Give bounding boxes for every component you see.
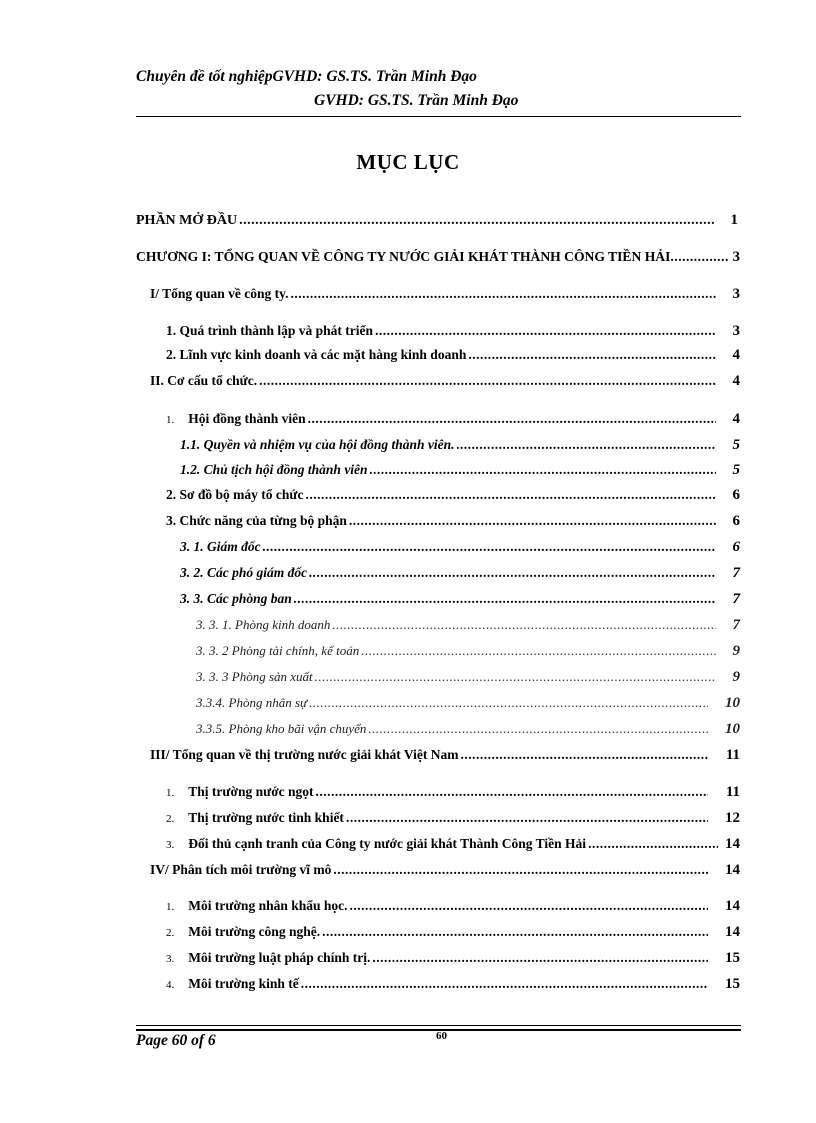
toc-leader: [349, 513, 716, 529]
toc-entry-label: Thị trường nước ngọt: [188, 784, 314, 799]
toc-entry-label: Môi trường kinh tế: [188, 976, 299, 991]
toc-entry-page: 7: [732, 565, 740, 581]
toc-entry-label: 3. 3. 3 Phòng sản xuất: [196, 669, 313, 684]
toc-entry-page: 3: [732, 323, 740, 339]
toc-entry-label: 1.1. Quyền và nhiệm vụ của hội đồng thành viên.: [180, 437, 455, 452]
header-line-2: GVHD: GS.TS. Trần Minh Đạo: [314, 92, 519, 109]
footer-page-label: Page 60 of 6: [136, 1032, 216, 1049]
toc-leader: [316, 784, 708, 800]
footer-page-number: 60: [436, 1030, 447, 1042]
toc-leader: [322, 924, 708, 940]
toc-entry-page: 6: [732, 539, 740, 555]
header-divider: [136, 116, 741, 117]
toc-entry[interactable]: [180, 437, 740, 457]
toc-entry[interactable]: [150, 286, 740, 306]
toc-leader: [368, 721, 708, 737]
toc-entry-label: Đối thủ cạnh tranh của Công ty nước giải khát Thành Công Tiền Hải: [188, 836, 587, 851]
toc-entry-page: 14: [725, 898, 740, 914]
toc-entry[interactable]: [196, 721, 740, 741]
toc-entry-page: 15: [725, 950, 740, 966]
toc-entry-label: PHẦN MỞ ĐẦU: [136, 213, 238, 228]
toc-entry-page: 14: [725, 862, 740, 878]
toc-leader: [460, 747, 708, 763]
toc-entry-page: 10: [725, 695, 740, 711]
toc-entry-label: Môi trường luật pháp chính trị.: [188, 950, 371, 965]
toc-entry-label: Môi trường nhân khẩu học.: [188, 898, 348, 913]
toc-entry-label: 3. 3. 2 Phòng tài chính, kế toán: [196, 643, 360, 658]
toc-leader: [375, 323, 716, 339]
toc-entry-label: I/ Tổng quan về công ty.: [150, 286, 289, 301]
toc-entry[interactable]: [136, 212, 738, 232]
toc-leader: [350, 898, 709, 914]
toc-leader: [670, 249, 728, 265]
toc-entry-number: 1.: [166, 414, 175, 426]
toc-leader: [315, 669, 716, 685]
toc-entry-page: 3: [732, 249, 740, 265]
toc-entry[interactable]: [136, 249, 740, 269]
toc-entry-label: 3. 3. Các phòng ban: [180, 591, 292, 606]
toc-leader: [305, 487, 716, 503]
toc-entry-label: 3. 2. Các phó giám đốc: [180, 565, 308, 580]
toc-entry[interactable]: [150, 373, 740, 393]
toc-entry[interactable]: [166, 784, 740, 804]
toc-entry[interactable]: [180, 462, 740, 482]
footer-divider: [136, 1025, 741, 1026]
toc-entry-page: 5: [732, 437, 740, 453]
toc-leader: [333, 862, 708, 878]
toc-entry-number: 2.: [166, 927, 175, 939]
toc-entry-number: 2.: [166, 813, 175, 825]
toc-entry-number: 3.: [166, 839, 175, 851]
toc-entry[interactable]: [150, 862, 740, 882]
toc-entry-page: 11: [725, 747, 740, 763]
toc-entry[interactable]: [196, 695, 740, 715]
toc-entry-label: 1.2. Chủ tịch hội đồng thành viên: [180, 462, 368, 477]
toc-entry-page: 9: [732, 669, 740, 685]
toc-entry[interactable]: [166, 898, 740, 918]
toc-entry-label: 3.3.5. Phòng kho bãi vận chuyển: [196, 721, 367, 736]
toc-entry[interactable]: [166, 411, 740, 431]
toc-entry-page: 10: [725, 721, 740, 737]
toc-entry-page: 4: [732, 373, 740, 389]
toc-leader: [294, 591, 716, 607]
toc-entry-label: 3. Chức năng của từng bộ phận: [166, 513, 347, 528]
toc-entry[interactable]: [166, 976, 740, 996]
toc-leader: [308, 411, 716, 427]
toc-leader: [370, 462, 716, 478]
toc-entry-page: 1: [730, 212, 738, 228]
toc-entry-label: II. Cơ cấu tổ chức.: [150, 373, 258, 388]
toc-entry-number: 1.: [166, 787, 175, 799]
toc-entry[interactable]: [166, 347, 740, 367]
page-title: MỤC LỤC: [356, 150, 460, 174]
toc-entry-number: 4.: [166, 979, 175, 991]
toc-leader: [588, 836, 718, 852]
toc-leader: [263, 539, 716, 555]
toc-leader: [291, 286, 716, 302]
toc-entry-page: 7: [732, 591, 740, 607]
toc-entry-label: 3. 3. 1. Phòng kinh doanh: [196, 617, 331, 632]
toc-leader: [239, 213, 714, 229]
toc-leader: [259, 373, 716, 389]
toc-entry[interactable]: [180, 565, 740, 585]
toc-entry-page: 11: [725, 784, 740, 800]
toc-entry-label: 2. Sơ đồ bộ máy tổ chức: [166, 487, 304, 502]
toc-entry-number: 3.: [166, 953, 175, 965]
toc-entry-label: III/ Tổng quan về thị trường nước giải khát Việt Nam: [150, 747, 459, 762]
toc-leader: [309, 695, 708, 711]
toc-entry-page: 7: [732, 617, 740, 633]
toc-leader: [468, 347, 716, 363]
toc-entry-label: 2. Lĩnh vực kinh doanh và các mặt hàng kinh doanh: [166, 347, 467, 362]
toc-entry-label: CHƯƠNG I: TỔNG QUAN VỀ CÔNG TY NƯỚC GIẢI KHÁT THÀNH CÔNG TIỀN HẢI: [136, 249, 671, 264]
toc-entry[interactable]: [180, 591, 740, 611]
toc-entry-page: 4: [732, 347, 740, 363]
toc-entry[interactable]: [166, 513, 740, 533]
toc-entry[interactable]: [196, 617, 740, 637]
header-line-1: Chuyên đề tốt nghiệpGVHD: GS.TS. Trần Minh Đạo: [136, 68, 477, 85]
toc-entry-page: 4: [732, 411, 740, 427]
toc-entry-page: 5: [732, 462, 740, 478]
toc-entry[interactable]: [166, 810, 740, 830]
toc-entry-label: Thị trường nước tinh khiết: [188, 810, 344, 825]
toc-entry[interactable]: [166, 924, 740, 944]
toc-entry-label: IV/ Phân tích môi trường vĩ mô: [150, 862, 332, 877]
toc-entry-number: 1.: [166, 901, 175, 913]
toc-entry-page: 14: [725, 924, 740, 940]
toc-leader: [332, 617, 716, 633]
toc-entry-label: 1. Quá trình thành lập và phát triển: [166, 323, 374, 338]
toc-entry-page: 6: [732, 487, 740, 503]
toc-leader: [361, 643, 716, 659]
toc-entry-label: 3. 1. Giám đốc: [180, 539, 261, 554]
toc-leader: [346, 810, 708, 826]
toc-entry[interactable]: [150, 747, 740, 767]
toc-entry[interactable]: [166, 836, 740, 856]
toc-entry-page: 3: [732, 286, 740, 302]
toc-entry-label: Hội đồng thành viên: [188, 411, 306, 426]
toc-entry-page: 15: [725, 976, 740, 992]
toc-entry[interactable]: [166, 950, 740, 970]
toc-leader: [372, 950, 708, 966]
toc-entry-label: Môi trường công nghệ.: [188, 924, 321, 939]
toc-entry-page: 12: [725, 810, 740, 826]
toc-entry[interactable]: [166, 323, 740, 343]
toc-entry-page: 9: [732, 643, 740, 659]
toc-leader: [457, 437, 716, 453]
toc-entry[interactable]: [180, 539, 740, 559]
toc-leader: [301, 976, 708, 992]
toc-entry-page: 14: [725, 836, 740, 852]
toc-entry[interactable]: [196, 643, 740, 663]
toc-entry[interactable]: [196, 669, 740, 689]
toc-entry-label: 3.3.4. Phòng nhân sự: [196, 695, 308, 710]
toc-entry[interactable]: [166, 487, 740, 507]
toc-entry-page: 6: [732, 513, 740, 529]
toc-leader: [309, 565, 716, 581]
